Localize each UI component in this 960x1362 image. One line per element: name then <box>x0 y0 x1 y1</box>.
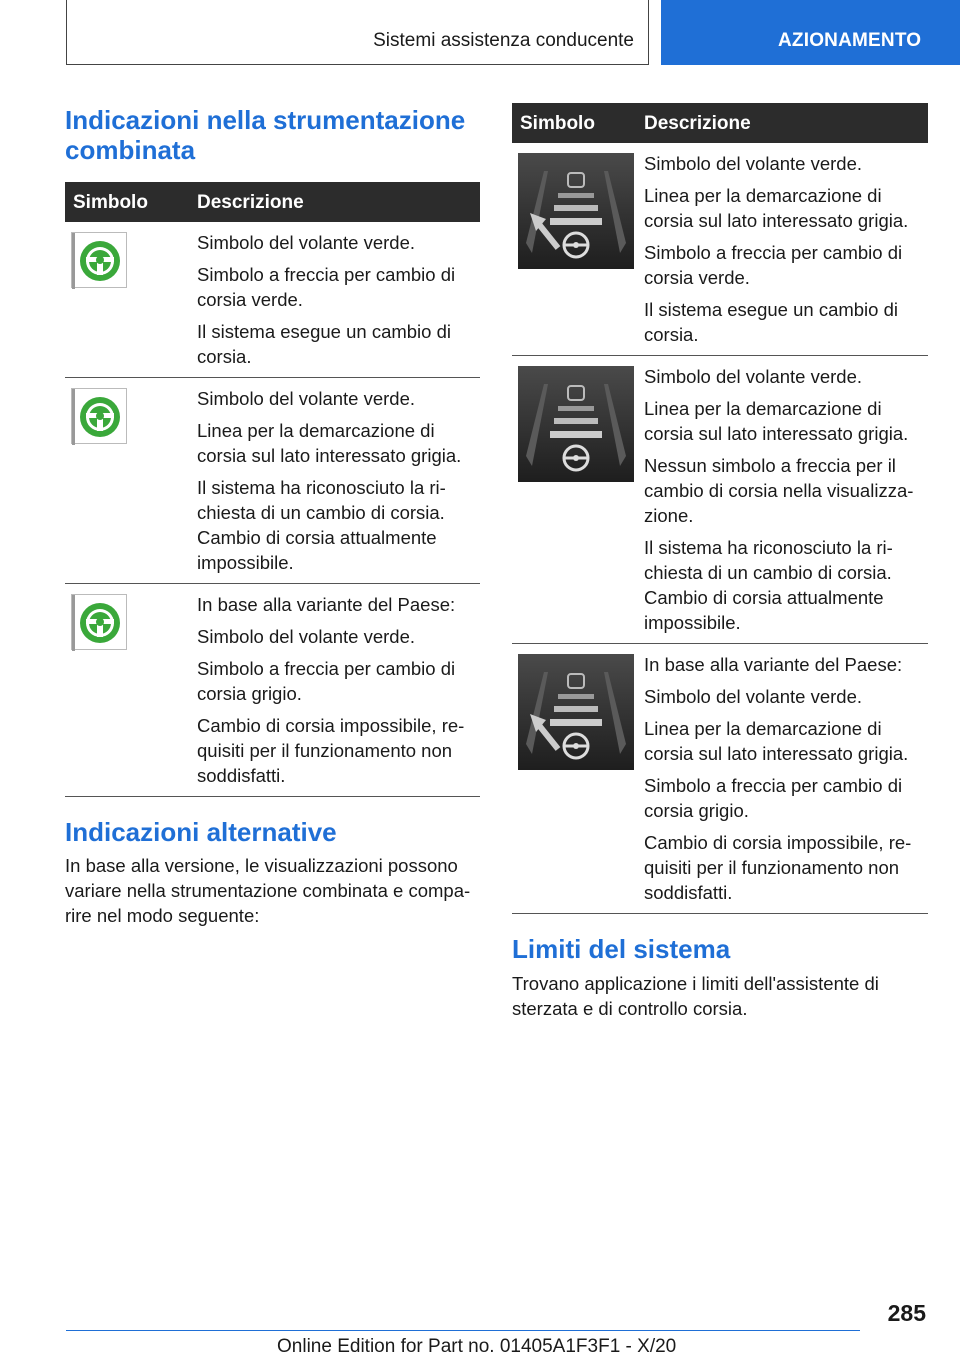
description-paragraph <box>644 830 928 905</box>
description-paragraph <box>644 297 928 347</box>
lane-change-display-icon <box>518 153 634 269</box>
description-line: Linea per la demarcazione di <box>197 420 435 441</box>
description-cell <box>197 378 480 583</box>
section-title-line1: Indicazioni nella strumentazione <box>65 105 466 135</box>
description-line: Cambio di corsia attualmente <box>197 527 437 548</box>
description-paragraph <box>644 652 928 677</box>
description-line: corsia verde. <box>644 267 750 288</box>
symbol-table-left <box>65 182 480 797</box>
symbol-cell <box>518 654 634 770</box>
description-paragraph <box>644 183 928 233</box>
description-line: corsia grigio. <box>197 683 302 704</box>
symbol-cell <box>71 232 127 288</box>
description-line: quisiti per il funzionamento non <box>644 857 900 878</box>
description-line: Il sistema esegue un cambio di <box>644 299 898 320</box>
lane-change-display-icon <box>518 654 634 770</box>
description-paragraph <box>644 453 928 528</box>
steering-wheel-green-icon <box>71 388 127 444</box>
description-paragraph <box>197 386 480 411</box>
symbol-cell <box>518 153 634 269</box>
description-line: Simbolo a freccia per cambio di <box>644 775 903 796</box>
description-line: Simbolo a freccia per cambio di <box>197 658 456 679</box>
description-paragraph <box>644 716 928 766</box>
table-row <box>512 143 928 356</box>
paragraph-line: sterzata e di controllo corsia. <box>512 998 748 1019</box>
header-section-title: Sistemi assistenza conducente <box>373 30 634 51</box>
description-paragraph <box>197 475 480 575</box>
header-chapter-tab[interactable] <box>661 0 960 65</box>
description-paragraph <box>197 418 480 468</box>
column-header-description: Descrizione <box>197 192 304 213</box>
description-paragraph <box>644 364 928 389</box>
description-line: corsia sul lato interessato grigia. <box>644 743 909 764</box>
description-line: Simbolo del volante verde. <box>197 626 416 647</box>
paragraph-line: rire nel modo seguente: <box>65 905 260 926</box>
description-cell <box>197 222 480 377</box>
description-paragraph <box>644 396 928 446</box>
description-paragraph <box>197 319 480 369</box>
description-line: Simbolo del volante verde. <box>197 232 416 253</box>
steering-wheel-green-icon <box>71 232 127 288</box>
description-line: Cambio di corsia attualmente <box>644 587 884 608</box>
footer-divider <box>66 1330 860 1331</box>
description-line: Simbolo del volante verde. <box>197 388 416 409</box>
paragraph-line: variare nella strumentazione combinata e compa- <box>65 880 471 901</box>
description-line: impossibile. <box>197 552 294 573</box>
description-line: corsia sul lato interessato grigia. <box>644 210 909 231</box>
description-line: Cambio di corsia impossibile, re- <box>644 832 912 853</box>
description-line: corsia sul lato interessato grigia. <box>644 423 909 444</box>
lane-change-display-icon <box>518 366 634 482</box>
column-header-symbol: Simbolo <box>520 113 595 134</box>
page-number: 285 <box>887 1300 926 1326</box>
description-line: zione. <box>644 505 694 526</box>
description-paragraph <box>197 592 480 617</box>
description-line: In base alla variante del Paese: <box>197 594 456 615</box>
description-paragraph <box>644 240 928 290</box>
description-paragraph <box>197 656 480 706</box>
table-row <box>512 644 928 914</box>
footer-edition: Online Edition for Part no. 01405A1F3F1 - X/20 <box>277 1336 677 1357</box>
description-line: soddisfatti. <box>197 765 286 786</box>
table-header <box>512 103 928 143</box>
paragraph-line: Trovano applicazione i limiti dell'assistente di <box>512 973 879 994</box>
symbol-cell <box>71 388 127 444</box>
description-line: impossibile. <box>644 612 741 633</box>
description-paragraph <box>197 713 480 788</box>
table-row <box>512 356 928 644</box>
description-line: corsia. <box>644 324 699 345</box>
description-line: Simbolo del volante verde. <box>644 686 863 707</box>
table-header <box>65 182 480 222</box>
column-header-description: Descrizione <box>644 113 751 134</box>
limits-paragraph <box>512 971 932 1021</box>
description-line: Cambio di corsia impossibile, re- <box>197 715 465 736</box>
header-chapter-title: AZIONAMENTO <box>778 30 922 51</box>
description-line: cambio di corsia nella visualizza- <box>644 480 914 501</box>
section-title-instrument-cluster <box>65 105 465 165</box>
description-line: corsia. <box>197 346 252 367</box>
alternative-paragraph <box>65 853 485 928</box>
description-line: Il sistema ha riconosciuto la ri- <box>644 537 893 558</box>
symbol-table-right <box>512 103 928 914</box>
description-paragraph <box>644 151 928 176</box>
description-line: In base alla variante del Paese: <box>644 654 903 675</box>
description-line: Il sistema ha riconosciuto la ri- <box>197 477 446 498</box>
description-line: Linea per la demarcazione di <box>644 185 882 206</box>
paragraph-line: In base alla versione, le visualizzazioni possono <box>65 855 458 876</box>
section-title-limits: Limiti del sistema <box>512 934 731 964</box>
steering-wheel-green-icon <box>71 594 127 650</box>
symbol-cell <box>71 594 127 650</box>
description-line: Nessun simbolo a freccia per il <box>644 455 896 476</box>
description-line: chiesta di un cambio di corsia. <box>197 502 445 523</box>
description-line: corsia grigio. <box>644 800 749 821</box>
description-line: soddisfatti. <box>644 882 733 903</box>
description-paragraph <box>197 624 480 649</box>
description-paragraph <box>644 684 928 709</box>
description-line: Simbolo del volante verde. <box>644 153 863 174</box>
description-line: Simbolo a freccia per cambio di <box>197 264 456 285</box>
description-line: Simbolo del volante verde. <box>644 366 863 387</box>
description-paragraph <box>197 262 480 312</box>
column-header-symbol: Simbolo <box>73 192 148 213</box>
description-cell <box>644 356 928 643</box>
section-title-alternative: Indicazioni alternative <box>65 817 337 847</box>
description-line: quisiti per il funzionamento non <box>197 740 453 761</box>
description-line: Linea per la demarcazione di <box>644 718 882 739</box>
description-cell <box>197 584 480 796</box>
header-section-box <box>66 0 649 65</box>
description-paragraph <box>644 773 928 823</box>
description-line: corsia verde. <box>197 289 303 310</box>
symbol-cell <box>518 366 634 482</box>
description-line: Linea per la demarcazione di <box>644 398 882 419</box>
description-line: Simbolo a freccia per cambio di <box>644 242 903 263</box>
description-cell <box>644 143 928 355</box>
table-row <box>65 222 480 378</box>
description-cell <box>644 644 928 913</box>
table-row <box>65 378 480 584</box>
description-line: corsia sul lato interessato grigia. <box>197 445 462 466</box>
description-line: Il sistema esegue un cambio di <box>197 321 451 342</box>
description-line: chiesta di un cambio di corsia. <box>644 562 892 583</box>
table-row <box>65 584 480 797</box>
description-paragraph <box>197 230 480 255</box>
description-paragraph <box>644 535 928 635</box>
section-title-line2: combinata <box>65 135 196 165</box>
